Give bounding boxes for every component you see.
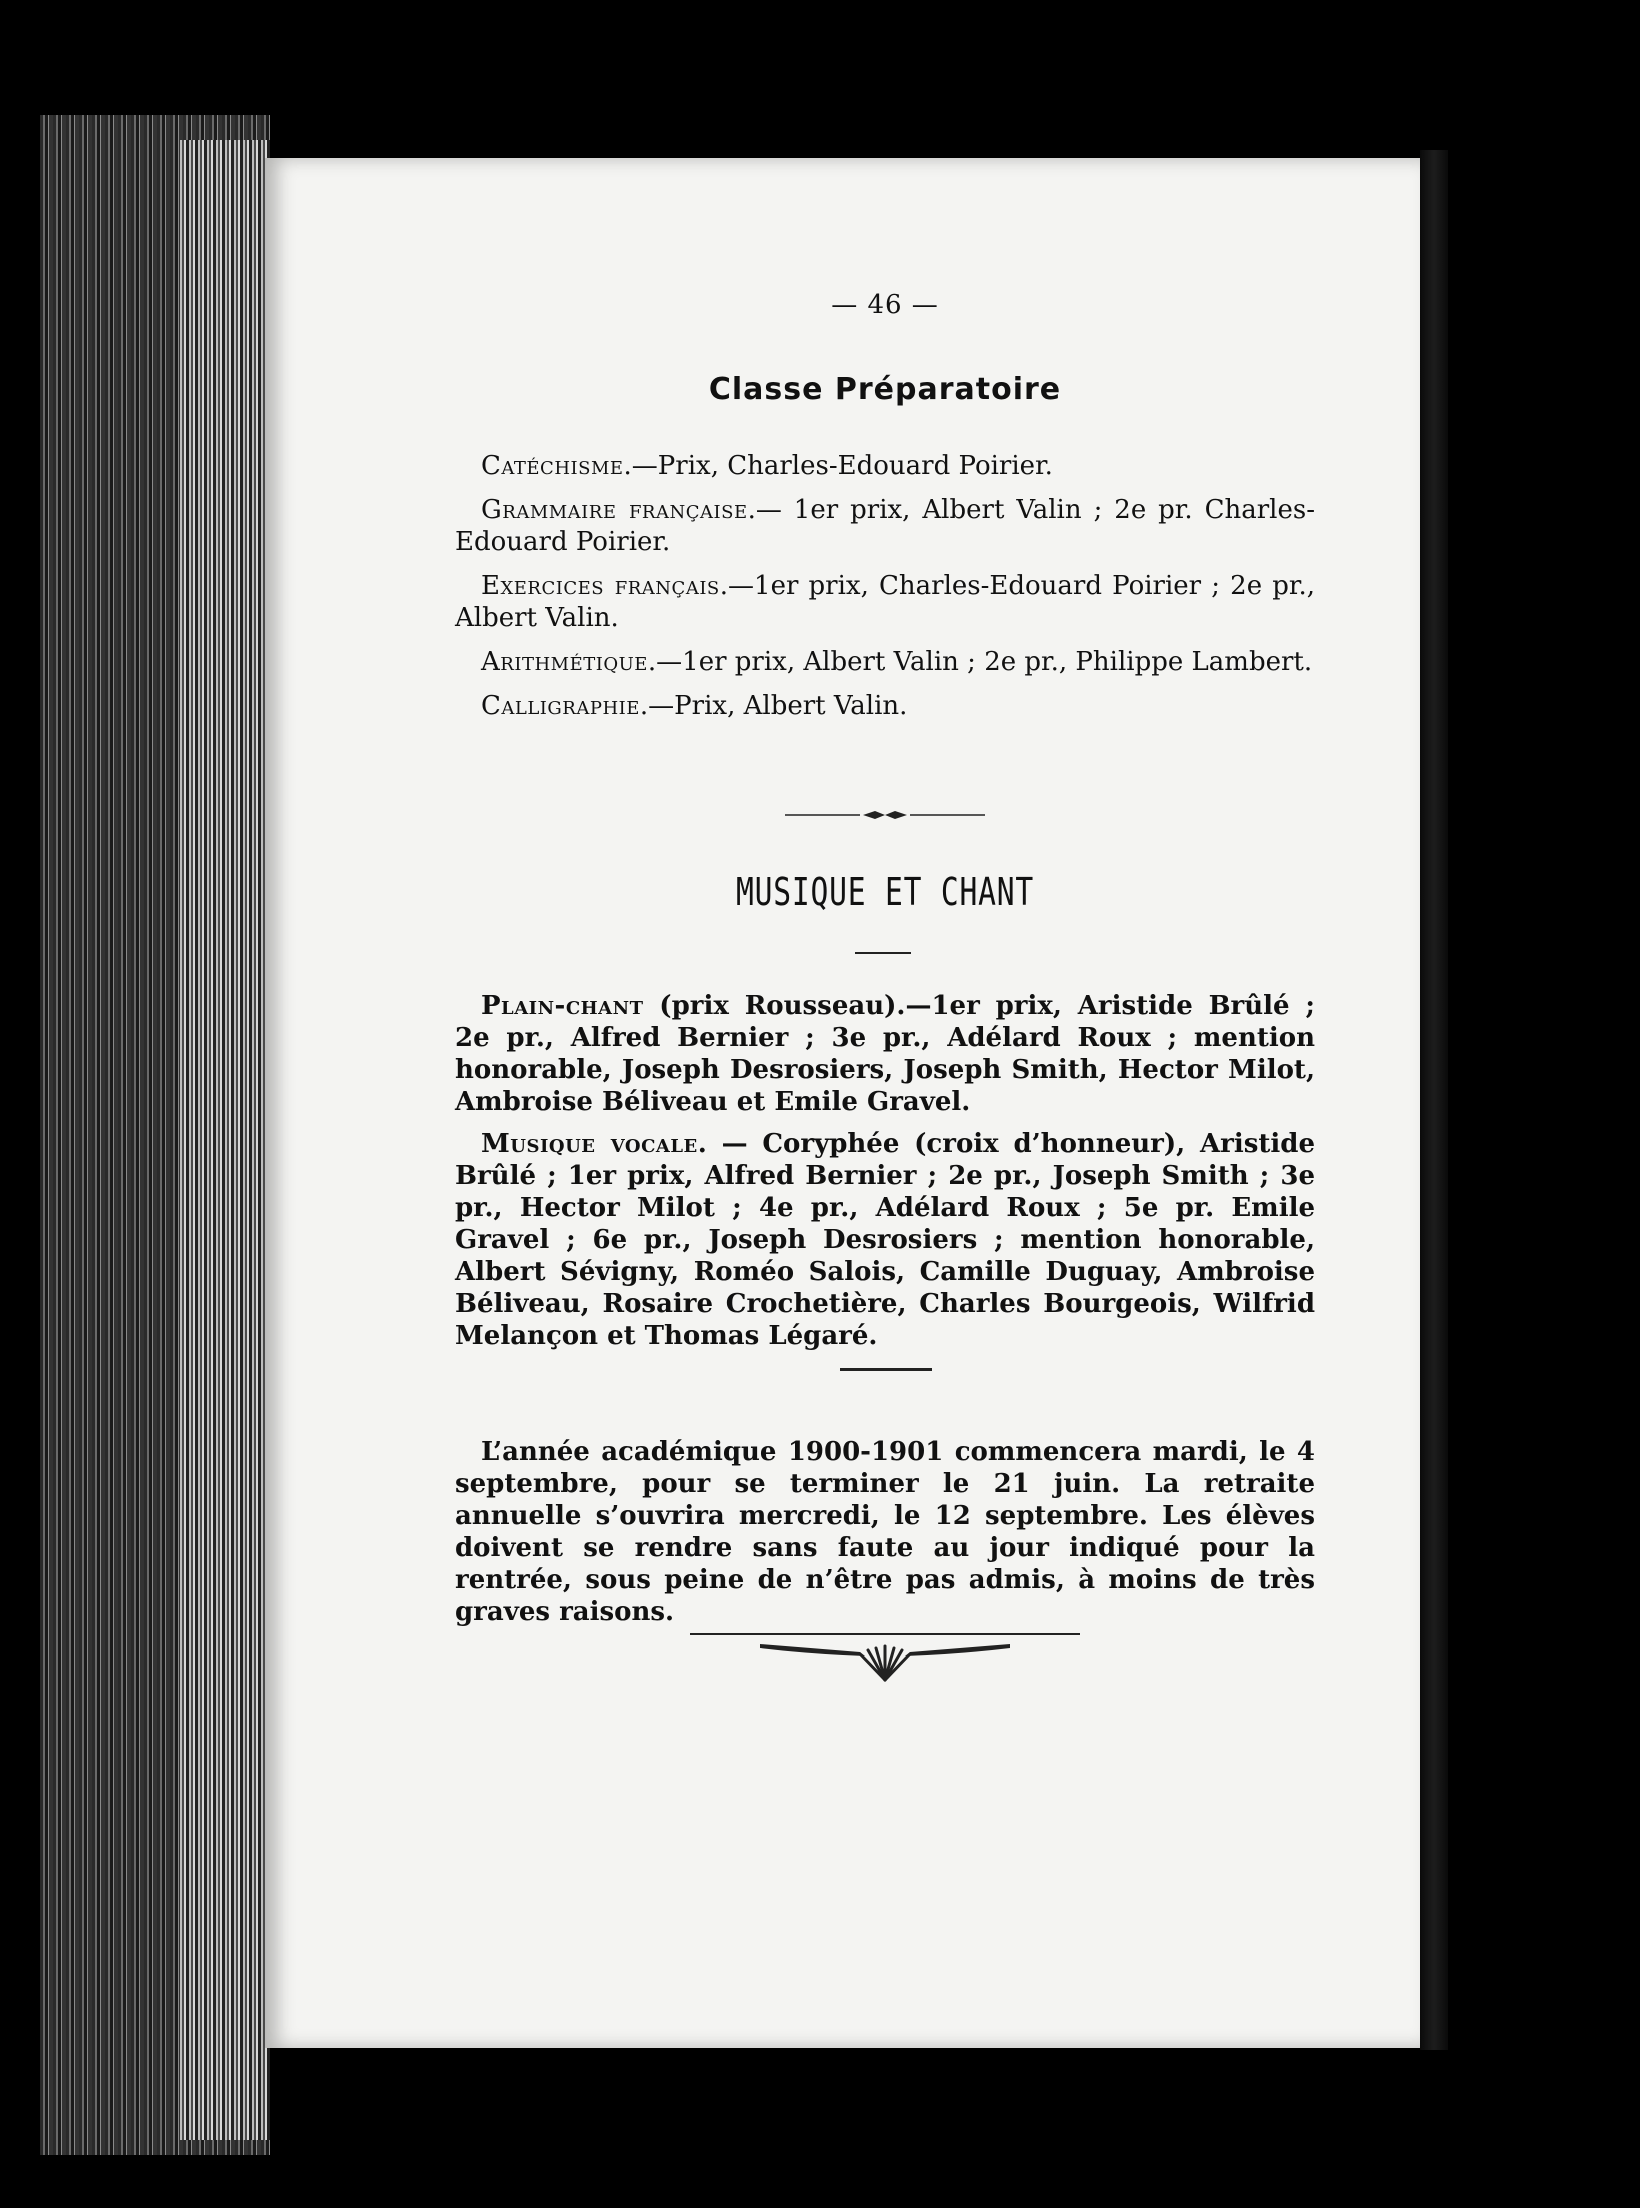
short-rule [855, 952, 911, 954]
music-entry [455, 990, 1315, 1118]
entry-subject: Arithmétique [481, 647, 648, 677]
entry-subject: Grammaire française [481, 495, 748, 525]
entry-subject: Plain-chant [481, 991, 644, 1021]
section-title: Classe Préparatoire [708, 372, 1062, 407]
entry-text: .—Prix, Charles-Edouard Poirier. [623, 451, 1053, 481]
background-right [1448, 200, 1640, 2100]
prep-entry [455, 646, 1315, 678]
entry-text: (prix Rousseau).—1er prix, Aristide Brûlé ; 2e pr., Alfred Bernier ; 3e pr., Adélard Roux ; mention honorable, Joseph Desrosiers, Joseph Smith, Hector Milot, Ambroise Béliveau et Emile Gravel. [455, 991, 1315, 1117]
entry-text: .—Prix, Albert Valin. [639, 691, 908, 721]
prep-entry [455, 450, 1315, 482]
music-entries [455, 990, 1315, 1362]
entry-text: .—1er prix, Albert Valin ; 2e pr., Philippe Lambert. [647, 647, 1313, 677]
entry-text: .—1er prix, Charles-Edouard Poirier ; 2e pr., Albert Valin. [455, 571, 1315, 633]
academic-year-notice: L’année académique 1900-1901 commencera mardi, le 4 septembre, pour se terminer le 21 juin. La retraite annuelle s’ouvrira mercredi, le 12 septembre. Les élèves doivent se rendre sans faute au jour indiqué pour la rentrée, sous peine de n’être pas admis, à moins de très graves raisons. [455, 1437, 1315, 1627]
entry-subject: Catéchisme [481, 451, 624, 481]
entry-subject: Exercices français [481, 571, 720, 601]
end-ornament [690, 1630, 1080, 1690]
entry-text: . — Coryphée (croix d’honneur), Aristide Brûlé ; 1er prix, Alfred Bernier ; 2e pr., Joseph Smith ; 3e pr., Hector Milot ; 4e pr., Adélard Roux ; 5e pr. Emile Gravel ; 6e pr., Joseph Desrosiers ; mention honorable, Albert Sévigny, Roméo Salois, Camille Duguay, Ambroise Béliveau, Rosaire Crochetière, Charles Bourgeois, Wilfrid Melançon et Thomas Légaré. [455, 1129, 1315, 1351]
entry-text: .— 1er prix, Albert Valin ; 2e pr. Charles-Edouard Poirier. [455, 495, 1315, 557]
prep-entries [455, 450, 1315, 734]
book-page-edges-inner [180, 140, 270, 2140]
mid-rule [840, 1368, 932, 1371]
music-section-title: MUSIQUE ET CHANT [735, 870, 1034, 914]
book-right-edge [1420, 150, 1448, 2050]
entry-subject: Calligraphie [481, 691, 640, 721]
book-page [265, 158, 1420, 2048]
divider-ornament [785, 805, 985, 825]
prep-entry [455, 494, 1315, 558]
prep-entry [455, 690, 1315, 722]
entry-subject: Musique vocale [481, 1129, 698, 1159]
page-number: — 46 — [831, 290, 939, 320]
prep-entry [455, 570, 1315, 634]
music-entry [455, 1128, 1315, 1352]
